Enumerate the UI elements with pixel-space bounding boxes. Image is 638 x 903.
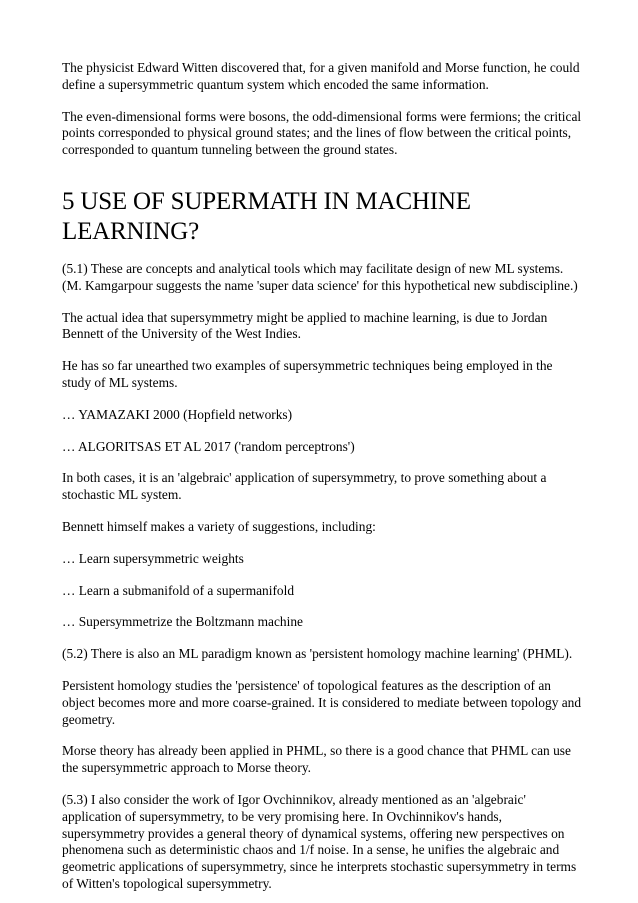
paragraph-5-1: (5.1) These are concepts and analytical tools which may facilitate design of new ML systems. (M. Kamgarpour suggests the name 'super data science' for this hypothetical new subdiscipline.)	[62, 260, 578, 293]
paragraph-examples-intro: He has so far unearthed two examples of supersymmetric techniques being employed in the study of ML systems.	[62, 358, 553, 390]
example-item-yamazaki: … YAMAZAKI 2000 (Hopfield networks)	[62, 406, 293, 422]
paragraph-bennett-idea: The actual idea that supersymmetry might be applied to machine learning, is due to Jordan Bennett of the University of the West Indies.	[62, 309, 548, 342]
paragraph-5-2: (5.2) There is also an ML paradigm known as 'persistent homology machine learning' (PHML).	[62, 646, 573, 662]
section-heading: 5 USE OF SUPERMATH IN MACHINE LEARNING?	[62, 187, 471, 245]
suggestion-item-submanifold: … Learn a submanifold of a supermanifold	[62, 582, 295, 598]
suggestion-item-boltzmann: … Supersymmetrize the Boltzmann machine	[62, 614, 303, 630]
paragraph-algebraic-application: In both cases, it is an 'algebraic' application of supersymmetry, to prove something about a stochastic ML system.	[62, 470, 547, 503]
paragraph-suggestions-intro: Bennett himself makes a variety of suggestions, including:	[62, 518, 376, 534]
intro-paragraph-forms: The even-dimensional forms were bosons, the odd-dimensional forms were fermions; the critical points corresponded to physical ground states; and the lines of flow between the critical points, corresponded to quantum tunneling between the ground states.	[62, 108, 582, 158]
example-item-algoritsas: … ALGORITSAS ET AL 2017 ('random perceptrons')	[62, 438, 355, 454]
paragraph-persistent-homology: Persistent homology studies the 'persistence' of topological features as the description of an object becomes more and more coarse-grained. It is considered to mediate between topology and geometry.	[62, 677, 582, 727]
paragraph-5-3: (5.3) I also consider the work of Igor Ovchinnikov, already mentioned as an 'algebraic' application of supersymmetry, to be very promising here. In Ovchinnikov's hands, supersymmetry provides a general theory of dynamical systems, offering new perspectives on phenomena such as deterministic chaos and 1/f noise. In a sense, he unifies the algebraic and geometric applications of supersymmetry, since he interprets stochastic supersymmetry in terms of Witten's topological supersymmetry.	[62, 791, 577, 891]
paragraph-morse-theory: Morse theory has already been applied in PHML, so there is a good chance that PHML can use the supersymmetric approach to Morse theory.	[62, 743, 571, 776]
intro-paragraph-witten: The physicist Edward Witten discovered that, for a given manifold and Morse function, he could define a supersymmetric quantum system which encoded the same information.	[62, 60, 580, 92]
suggestion-item-weights: … Learn supersymmetric weights	[62, 550, 244, 566]
